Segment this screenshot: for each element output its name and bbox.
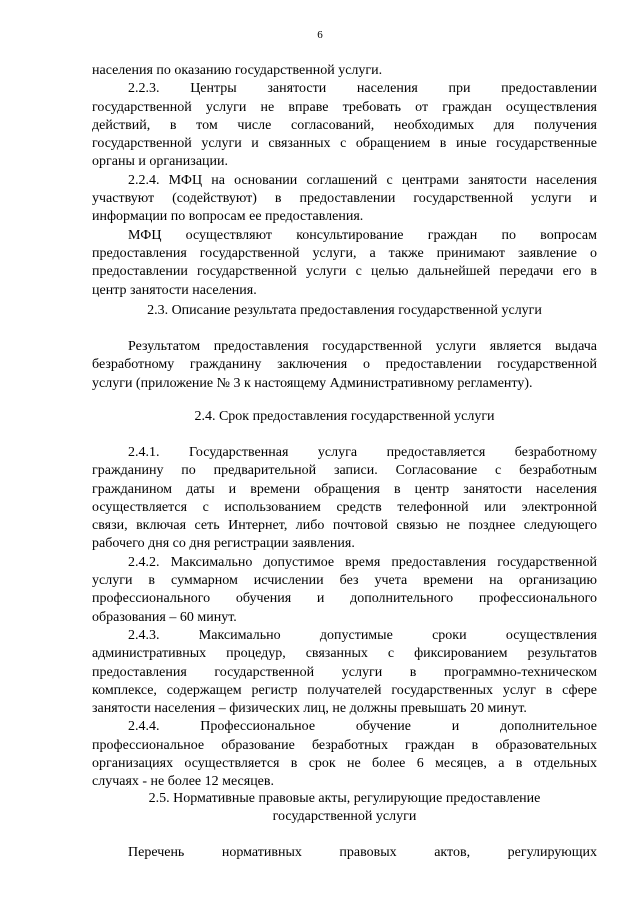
section-heading-2-4: 2.4. Срок предоставления государственной услуги (194, 409, 495, 424)
text-line: 2.4.4. Профессиональное обучение и дополнительное (128, 719, 597, 735)
paragraph-group-2-4 (92, 444, 597, 792)
section-heading-2-3: 2.3. Описание результата предоставления государственной услуги (147, 303, 542, 318)
text-line: органы и организации. (92, 154, 229, 170)
text-line: услуги (приложение № 3 к настоящему Административному регламенту). (92, 375, 533, 391)
section-heading-2-5 (92, 790, 597, 827)
text-line: населения по оказанию государственной услуги. (92, 63, 383, 78)
text-line: участвуют (содействуют) в предоставлении государственной услуги и (92, 191, 597, 207)
text-line: связи, включая сеть Интернет, либо почтовой связью не позднее следующего (92, 518, 597, 534)
text-line: профессиональное образование безработных граждан в образовательных (92, 737, 597, 753)
text-line: профессионального обучения и дополнительного профессионального (92, 591, 597, 607)
text-line: государственной услуги и связанных с обращением в иные государственные (92, 136, 597, 152)
text-line: организациях осуществляется в срок не более 6 месяцев, а в отдельных (92, 756, 597, 772)
text-line: 2.2.3. Центры занятости населения при предоставлении (128, 81, 597, 97)
text-line: предоставлении государственной услуги с целью дальнейшей передачи его в (92, 264, 597, 280)
text-line: случаях - не более 12 месяцев. (92, 774, 275, 790)
text-line: безработному гражданину заключения о предоставлении государственной (92, 357, 597, 373)
text-line: образования – 60 минут. (92, 609, 237, 625)
text-line: Перечень нормативных правовых актов, регулирующих (128, 845, 597, 860)
text-line: центр занятости населения. (92, 282, 257, 298)
text-line: услуги в суммарном исчислении без учета времени на организацию (92, 573, 597, 589)
text-line: комплексе, содержащем регистр получателей государственных услуг в сфере (92, 682, 597, 698)
text-line: занятости населения – физических лиц, не должны превышать 20 минут. (92, 701, 527, 717)
section-heading-2-5-line-1: 2.5. Нормативные правовые акты, регулирующие предоставление (148, 791, 541, 806)
section-heading-2-5-line-2: государственной услуги (272, 809, 417, 825)
text-line: предоставления государственной услуги, а также принимают заявление о (92, 245, 597, 261)
text-line: административных процедур, связанных с фиксированием результатов (92, 646, 597, 662)
text-line: Результатом предоставления государственной услуги является выдача (128, 339, 597, 354)
text-line: информации по вопросам ее предоставления. (92, 209, 364, 225)
text-line: действий, в том числе согласований, необходимых для получения (92, 117, 597, 133)
text-line: 2.4.1. Государственная услуга предоставляется безработному (128, 445, 597, 460)
text-line: рабочего дня со дня регистрации заявления. (92, 536, 355, 552)
paragraph-group-2-2 (92, 62, 597, 300)
paragraph-group-2-3 (92, 338, 597, 393)
text-line: гражданину по предварительной записи. Согласование с безработным (92, 463, 597, 479)
text-line: 2.4.2. Максимально допустимое время предоставления государственной (128, 554, 597, 570)
paragraph-group-2-5 (92, 844, 597, 862)
text-line: 2.2.4. МФЦ на основании соглашений с центрами занятости населения (128, 172, 597, 188)
page-number: 6 (317, 29, 323, 41)
text-line: государственной услуги не вправе требовать от граждан осуществления (92, 99, 597, 115)
text-line: МФЦ осуществляют консультирование граждан по вопросам (128, 227, 597, 243)
text-line: осуществляется с использованием средств телефонной или электронной (92, 499, 597, 515)
text-line: 2.4.3. Максимально допустимые сроки осуществления (128, 627, 597, 643)
text-line: гражданином даты и времени обращения в центр занятости населения (92, 481, 597, 497)
text-line: предоставления государственной услуги в программно-техническом (92, 664, 597, 680)
